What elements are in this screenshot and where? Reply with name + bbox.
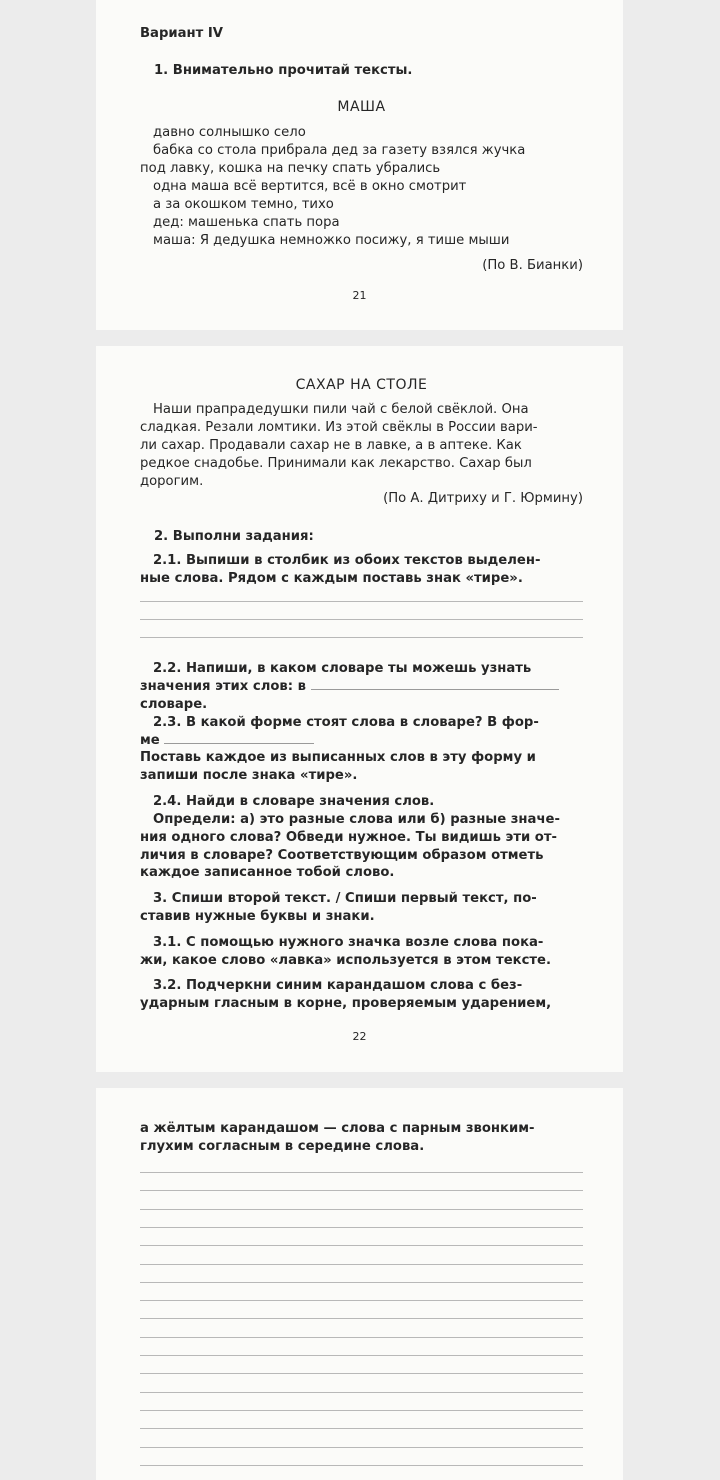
writing-line	[140, 1282, 583, 1283]
text-line: сладкая. Резали ломтики. Из этой свёклы в России вари-	[140, 420, 538, 435]
text-title-masha: МАША	[337, 99, 386, 115]
writing-line	[140, 1373, 583, 1374]
task-line: личия в словаре? Соответствующим образом отметь	[140, 847, 544, 863]
task-line: 2.3. В какой форме стоят слова в словаре? В фор-	[153, 715, 539, 730]
task-line: глухим согласным в середине слова.	[140, 1138, 425, 1154]
task-3-2-continued	[140, 1120, 583, 1156]
writing-line	[140, 601, 583, 602]
variant-heading: Вариант IV	[140, 26, 223, 41]
source-ditrih: (По А. Дитриху и Г. Юрмину)	[383, 491, 583, 506]
text-line: ли сахар. Продавали сахар не в лавке, а в аптеке. Как	[140, 438, 522, 453]
writing-line	[140, 1264, 583, 1265]
task-line: жи, какое слово «лавка» используется в этом тексте.	[140, 952, 552, 968]
writing-line	[140, 1318, 583, 1319]
task-line: 3.1. С помощью нужного значка возле слова пока-	[153, 935, 544, 950]
task-2-3	[140, 714, 583, 750]
text-line: одна маша всё вертится, всё в окно смотрит	[153, 179, 467, 194]
task-line: Определи: а) это разные слова или б) разные значе-	[153, 812, 560, 827]
task-line: Поставь каждое из выписанных слов в эту форму и	[140, 750, 536, 765]
writing-line	[140, 619, 583, 620]
page-23	[96, 1088, 623, 1480]
text-line: Наши прапрадедушки пили чай с белой свёклой. Она	[153, 402, 529, 417]
writing-line	[140, 1465, 583, 1466]
task-line: ния одного слова? Обведи нужное. Ты видишь эти от-	[140, 829, 557, 845]
source-bianki: (По В. Бианки)	[482, 258, 583, 273]
task-line: а жёлтым карандашом — слова с парным звонким-	[140, 1121, 535, 1136]
task-line: 2.2. Напиши, в каком словаре ты можешь узнать	[153, 661, 532, 676]
task-line: 3.2. Подчеркни синим карандашом слова с без-	[153, 978, 523, 993]
task-line: ные слова. Рядом с каждым поставь знак «тире».	[140, 570, 523, 586]
text-line: дорогим.	[140, 474, 204, 489]
page-number: 22	[352, 1030, 367, 1043]
writing-line	[140, 1245, 583, 1246]
page-21	[96, 0, 623, 330]
text-sahar	[140, 401, 583, 491]
text-line: маша: Я дедушка немножко посижу, я тише мыши	[153, 233, 510, 248]
writing-line	[140, 1355, 583, 1356]
task-line: значения этих слов: в	[140, 678, 306, 694]
page-22	[96, 346, 623, 1072]
task-3-1	[140, 934, 583, 970]
task-2-4	[140, 793, 583, 811]
task-line: ме	[140, 732, 160, 748]
text-line: дед: машенька спать пора	[153, 215, 340, 230]
task-2-1	[140, 552, 583, 588]
text-line: давно солнышко село	[153, 125, 306, 140]
task-line: 2.1. Выпиши в столбик из обоих текстов выделен-	[153, 553, 541, 568]
task-2-heading: 2. Выполни задания:	[154, 529, 314, 544]
text-line: бабка со стола прибрала дед за газету взялся жучка	[153, 143, 526, 158]
page-number: 21	[352, 289, 367, 302]
task-line: 3. Спиши второй текст. / Спиши первый текст, по-	[153, 891, 537, 906]
task-line: 2.4. Найди в словаре значения слов.	[153, 794, 435, 809]
writing-line	[140, 1428, 583, 1429]
task-3-2	[140, 977, 583, 1013]
task-1-instruction: 1. Внимательно прочитай тексты.	[154, 63, 413, 78]
writing-line	[140, 1190, 583, 1191]
writing-line	[140, 1410, 583, 1411]
writing-line	[140, 1337, 583, 1338]
text-title-sahar: САХАР НА СТОЛЕ	[295, 377, 428, 393]
task-2-3-b	[140, 749, 583, 785]
writing-line	[140, 1172, 583, 1173]
text-line: под лавку, кошка на печку спать убрались	[140, 161, 441, 176]
task-line: запиши после знака «тире».	[140, 767, 358, 783]
answer-blank	[311, 689, 559, 690]
writing-line	[140, 1227, 583, 1228]
writing-line	[140, 1392, 583, 1393]
task-2-4-b	[140, 811, 583, 882]
task-line: словаре.	[140, 696, 208, 712]
text-masha	[140, 124, 583, 250]
task-line: каждое записанное тобой слово.	[140, 865, 395, 881]
writing-line	[140, 637, 583, 638]
text-line: редкое снадобье. Принимали как лекарство. Сахар был	[140, 456, 532, 471]
writing-line	[140, 1447, 583, 1448]
writing-line	[140, 1209, 583, 1210]
task-line: ударным гласным в корне, проверяемым ударением,	[140, 995, 552, 1011]
task-2-2	[140, 660, 583, 713]
answer-blank	[164, 743, 314, 744]
text-line: а за окошком темно, тихо	[153, 197, 334, 212]
task-line: ставив нужные буквы и знаки.	[140, 908, 375, 924]
writing-line	[140, 1300, 583, 1301]
task-3	[140, 890, 583, 926]
